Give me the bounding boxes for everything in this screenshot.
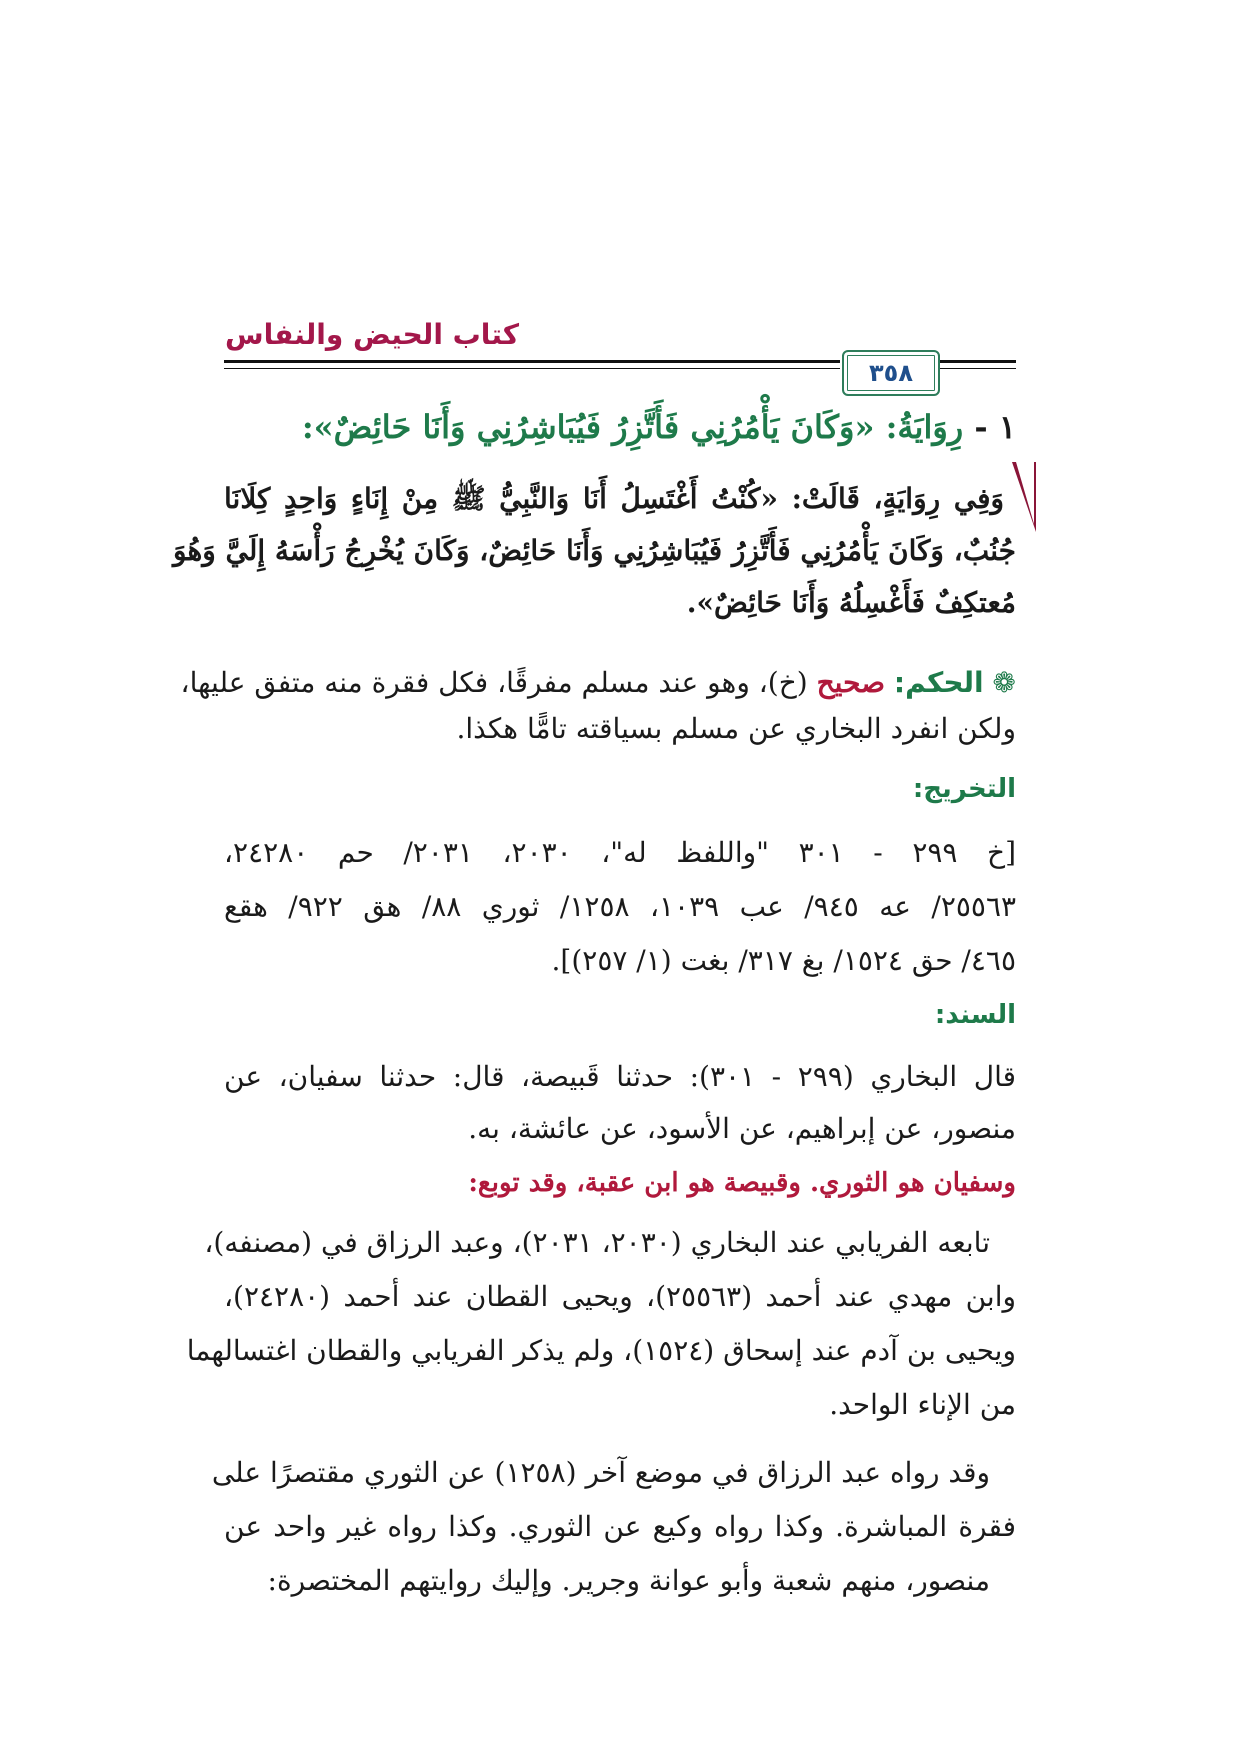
sanad-line: منصور، عن إبراهيم، عن الأسود، عن عائشة، به.: [468, 1112, 1016, 1145]
hadith-heading: [302, 408, 1016, 446]
takhrij-label: التخريج:: [912, 774, 1016, 804]
hadith-heading-text: رِوَايَةُ: «وَكَانَ يَأْمُرُنِي فَأَتَّزِرُ فَيُبَاشِرُنِي وَأَنَا حَائِضٌ»:: [301, 408, 964, 446]
hadith-line: جُنُبٌ، وَكَانَ يَأْمُرُنِي فَأَتَّزِرُ فَيُبَاشِرُنِي وَأَنَا حَائِضٌ، وَكَانَ يُخْرِجُ رَأْسَهُ إِلَيَّ وَهُوَ: [172, 534, 1016, 567]
paragraph-line: تابعه الفريابي عند البخاري (٢٠٣٠، ٢٠٣١)، وعبد الرزاق في (مصنفه)،: [204, 1226, 990, 1259]
sanad-label: السند:: [934, 1000, 1016, 1030]
flower-ornament-icon: ❁: [992, 666, 1016, 699]
hadith-number: ١ -: [974, 408, 1016, 446]
hadith-line: مُعتكِفٌ فَأَغْسِلُهُ وَأَنَا حَائِضٌ».: [686, 586, 1016, 619]
hukm-verdict: صحيح: [816, 666, 885, 699]
running-header-title: كتاب الحيض والنفاس: [225, 318, 520, 351]
paragraph-line: ويحيى بن آدم عند إسحاق (١٥٢٤)، ولم يذكر الفريابي والقطان اغتسالهما: [186, 1334, 1016, 1367]
page-number-badge: [842, 350, 940, 396]
takhrij-line: ٢٥٥٦٣/ عه ٩٤٥/ عب ١٠٣٩، ١٢٥٨/ ثوري ٨٨/ هق ٩٢٢/ هقع: [224, 890, 1017, 923]
header-rule-top: [224, 360, 840, 363]
header-rule-right-bottom: [940, 368, 1016, 369]
hukm-line: [181, 666, 1016, 699]
hukm-line-2: ولكن انفرد البخاري عن مسلم بسياقته تامًّا هكذا.: [456, 712, 1016, 745]
note-heading: وسفيان هو الثوري. وقبيصة هو ابن عقبة، وقد توبع:: [468, 1168, 1016, 1198]
hukm-label: الحكم:: [893, 666, 984, 699]
sanad-line: قال البخاري (٢٩٩ - ٣٠١): حدثنا قَبيصة، قال: حدثنا سفيان، عن: [224, 1060, 1016, 1093]
hadith-line: وَفِي رِوَايَةٍ، قَالَتْ: «كُنْتُ أَغْتَسِلُ أَنَا وَالنَّبِيُّ ﷺ مِنْ إِنَاءٍ وَاحِدٍ كِلَانَا: [224, 482, 1004, 515]
paragraph-line: وقد رواه عبد الرزاق في موضع آخر (١٢٥٨) عن الثوري مقتصرًا على: [211, 1456, 990, 1489]
takhrij-line: [خ ٢٩٩ - ٣٠١ "واللفظ له"، ٢٠٣٠، ٢٠٣١/ حم ٢٤٢٨٠،: [224, 836, 1017, 869]
paragraph-line: منصور، منهم شعبة وأبو عوانة وجرير. وإليك روايتهم المختصرة:: [267, 1564, 990, 1597]
header-rule-right-top: [940, 360, 1016, 363]
header-rule-bottom: [224, 368, 840, 369]
paragraph-line: من الإناء الواحد.: [829, 1388, 1016, 1421]
corner-ornament-inner: [1016, 462, 1034, 524]
takhrij-line: ٤٦٥/ حق ١٥٢٤/ بغ ٣١٧/ بغت (١/ ٢٥٧)].: [551, 944, 1016, 977]
page-number: ٣٥٨: [869, 359, 913, 387]
paragraph-line: وابن مهدي عند أحمد (٢٥٥٦٣)، ويحيى القطان عند أحمد (٢٤٢٨٠)،: [224, 1280, 1016, 1313]
hukm-rest: (خ)، وهو عند مسلم مفرقًا، فكل فقرة منه متفق عليها،: [180, 666, 808, 699]
paragraph-line: فقرة المباشرة. وكذا رواه وكيع عن الثوري. وكذا رواه غير واحد عن: [224, 1510, 1016, 1543]
